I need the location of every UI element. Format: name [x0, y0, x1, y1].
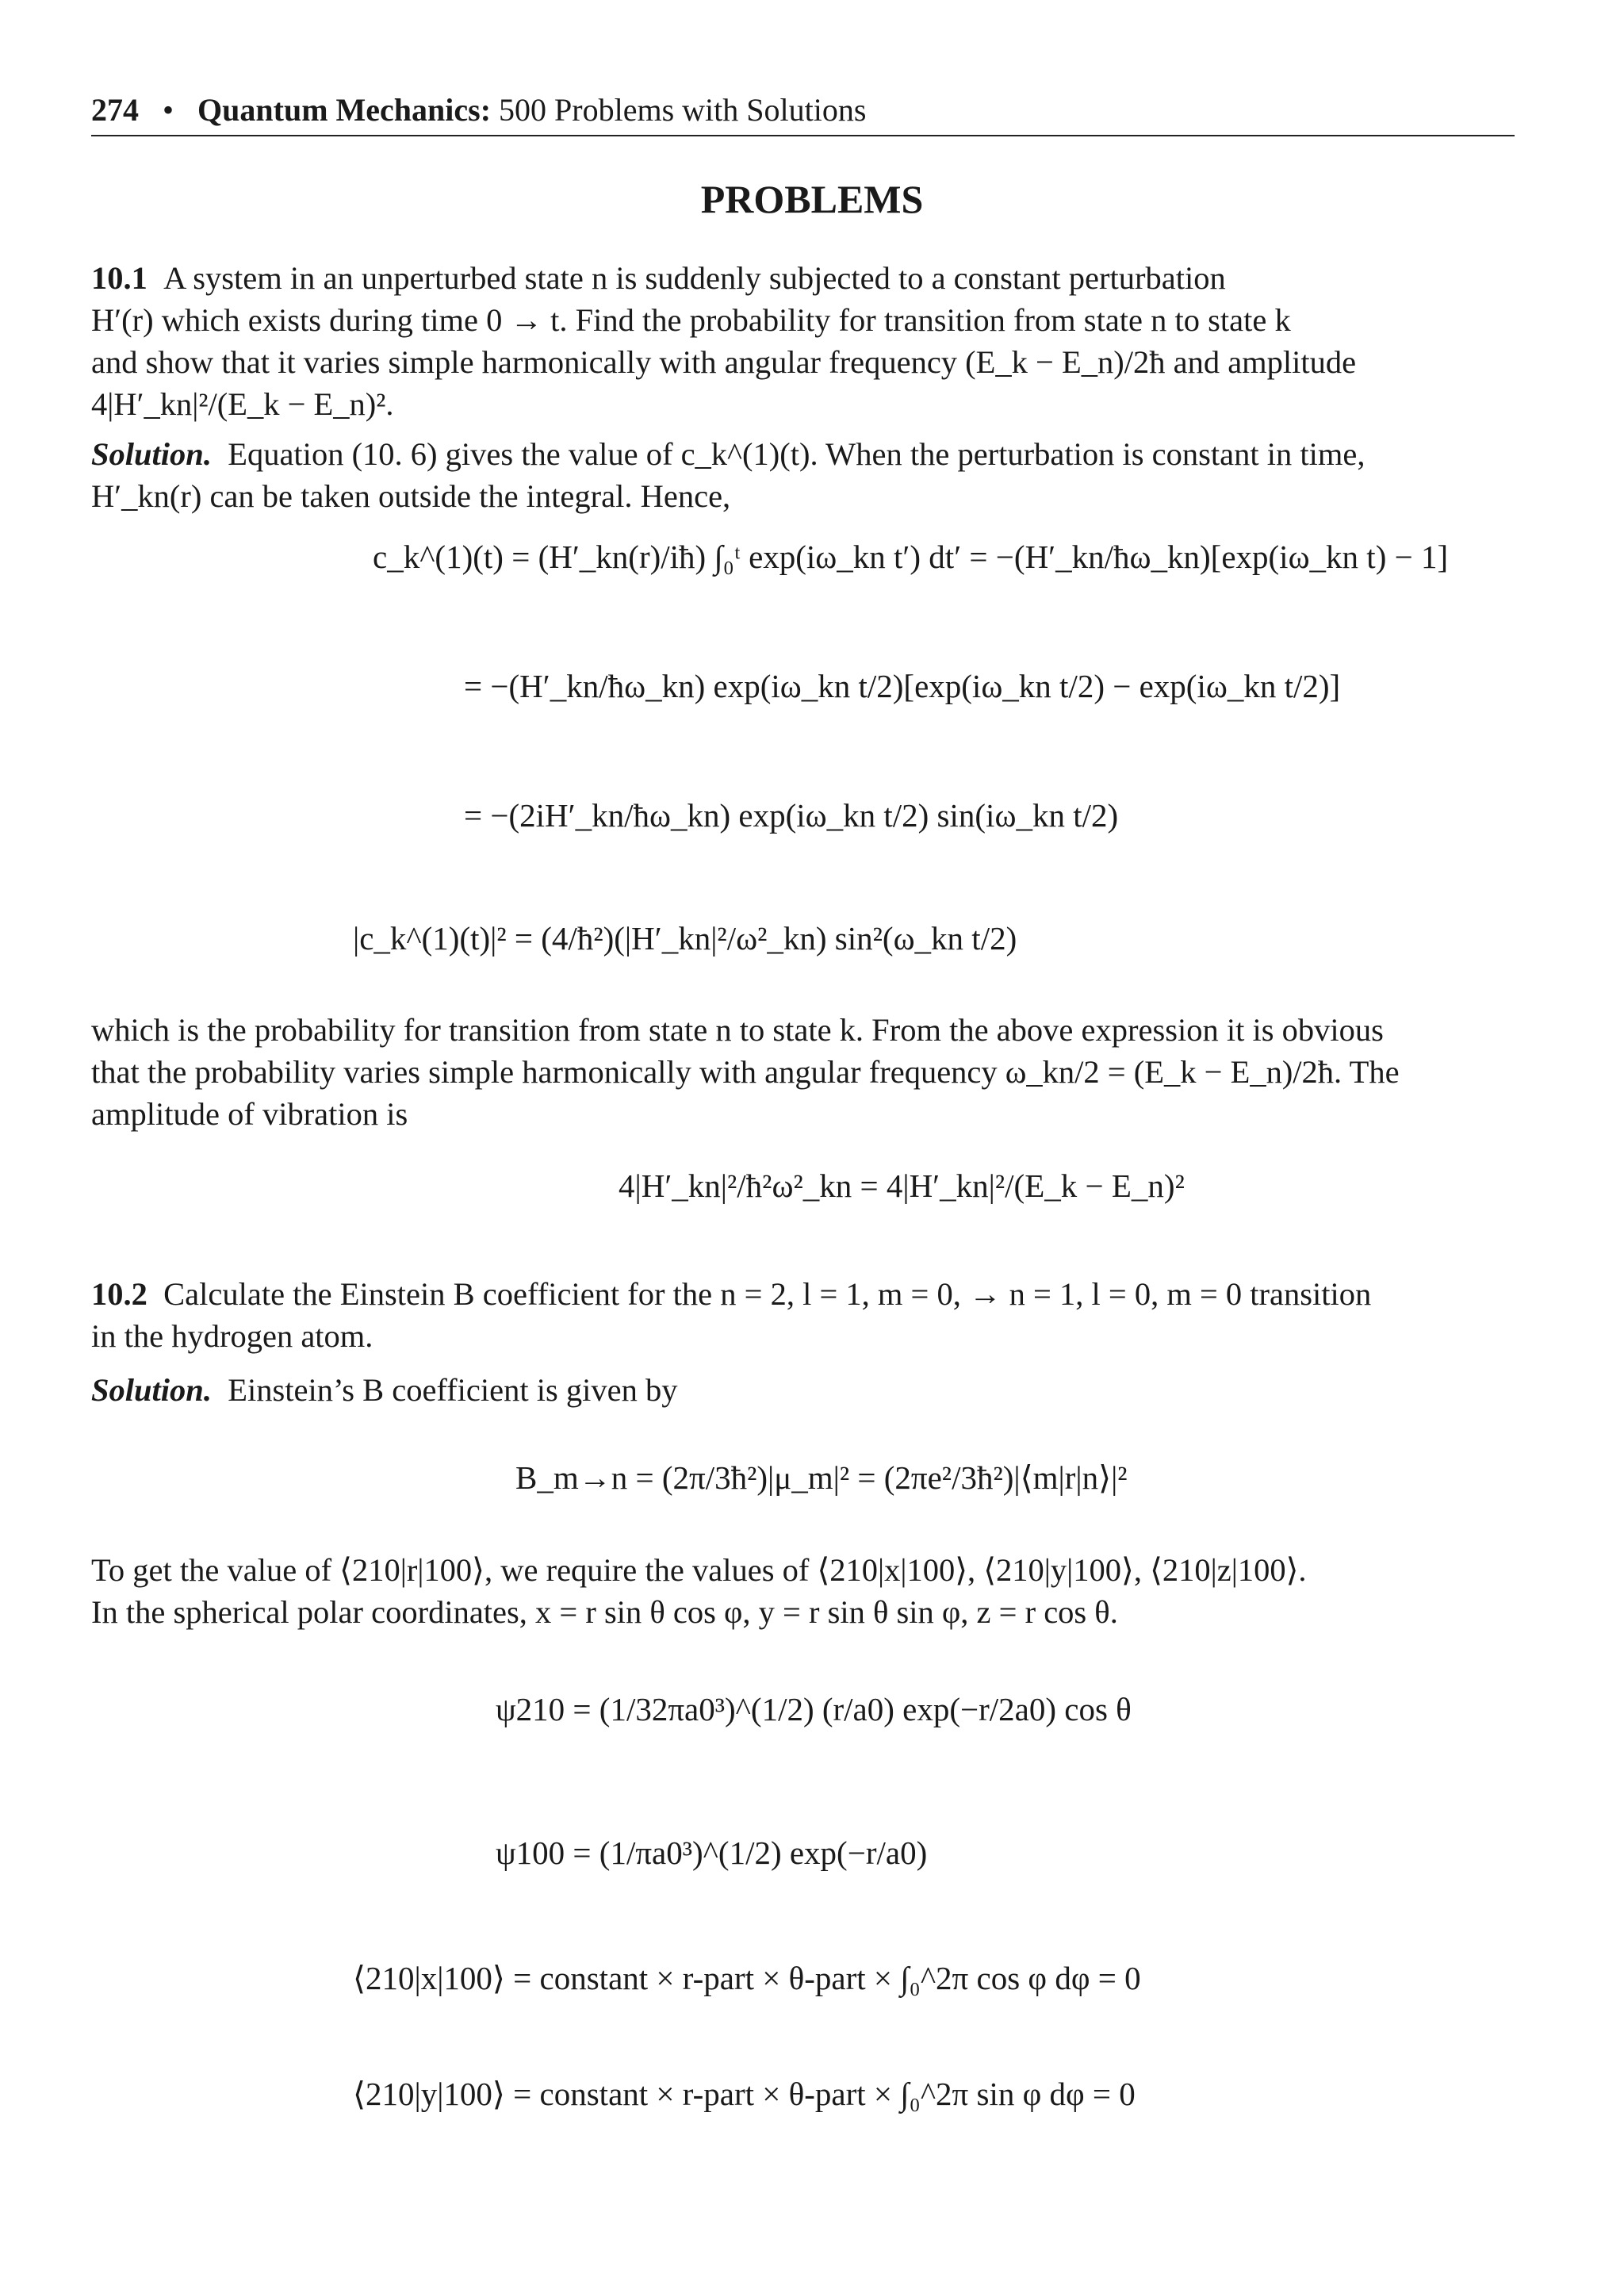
- equation-5: [619, 1167, 1185, 1204]
- equation-2: [464, 670, 1340, 703]
- equation-3-text: = −(2iH′_kn/ħω_kn) exp(iω_kn t/2) sin(iω_kn t/2): [464, 797, 1119, 834]
- equation-9: [353, 1962, 1141, 1995]
- equation-7-text: ψ210 = (1/32πa0³)^(1/2) (r/a0) exp(−r/2a0) cos θ: [496, 1691, 1132, 1727]
- solution-label: Solution.: [91, 1372, 212, 1408]
- equation-8: [496, 1837, 927, 1869]
- equation-4: [353, 922, 1017, 955]
- problem-10-1-line-3: and show that it varies simple harmonically with angular frequency (E_k − E_n)/2ħ and amplitude: [91, 344, 1357, 380]
- solution-10-2-continued: [91, 1549, 1515, 1633]
- problem-10-1-line-1: 10.1 A system in an unperturbed state n is suddenly subjected to a constant perturbation: [91, 260, 1226, 296]
- problem-number: 10.1: [91, 260, 147, 296]
- equation-3: [464, 799, 1118, 832]
- solution-10-1-cont-line-2: that the probability varies simple harmonically with angular frequency ω_kn/2 = (E_k − E_n)/2ħ. The: [91, 1054, 1400, 1090]
- problem-10-1-line-4: 4|H′_kn|²/(E_k − E_n)².: [91, 386, 394, 422]
- problem-10-1-line-2: H′(r) which exists during time 0 → t. Find the probability for transition from state n to state k: [91, 302, 1291, 338]
- equation-9-text: ⟨210|x|100⟩ = constant × r-part × θ-part × ∫₀^2π cos φ dφ = 0: [353, 1960, 1141, 1996]
- equation-2-text: = −(H′_kn/ħω_kn) exp(iω_kn t/2)[exp(iω_kn t/2) − exp(iω_kn t/2)]: [464, 668, 1341, 704]
- equation-6: [515, 1459, 1128, 1496]
- solution-10-1-line-2: H′_kn(r) can be taken outside the integral. Hence,: [91, 478, 731, 514]
- solution-10-1-cont-line-3: amplitude of vibration is: [91, 1096, 408, 1132]
- page-number: 274: [91, 92, 139, 128]
- equation-6-text: B_m→n = (2π/3ħ²)|μ_m|² = (2πe²/3ħ²)|⟨m|r|n⟩|²: [515, 1459, 1128, 1496]
- book-title: Quantum Mechanics:: [197, 92, 492, 128]
- header-rule: [91, 135, 1515, 136]
- solution-10-2-cont-line-1: To get the value of ⟨210|r|100⟩, we require the values of ⟨210|x|100⟩, ⟨210|y|100⟩, ⟨210|z|100⟩.: [91, 1552, 1307, 1588]
- solution-10-2: [91, 1369, 1515, 1411]
- solution-10-2-cont-line-2: In the spherical polar coordinates, x = r sin θ cos φ, y = r sin θ sin φ, z = r cos θ.: [91, 1594, 1118, 1630]
- equation-10-text: ⟨210|y|100⟩ = constant × r-part × θ-part × ∫₀^2π sin φ dφ = 0: [353, 2076, 1136, 2112]
- equation-7: [496, 1693, 1132, 1726]
- header-bullet: •: [163, 92, 174, 128]
- solution-10-1-line-1: Solution. Equation (10. 6) gives the value of c_k^(1)(t). When the perturbation is constant in time,: [91, 436, 1365, 472]
- solution-10-1-cont-line-1: which is the probability for transition from state n to state k. From the above expression it is obvious: [91, 1012, 1384, 1048]
- book-subtitle: 500 Problems with Solutions: [499, 92, 867, 128]
- equation-8-text: ψ100 = (1/πa0³)^(1/2) exp(−r/a0): [496, 1835, 928, 1871]
- problem-10-2: [91, 1273, 1515, 1357]
- problem-10-1: [91, 257, 1515, 425]
- running-header: [91, 91, 866, 128]
- problem-10-2-line-1: 10.2 Calculate the Einstein B coefficient for the n = 2, l = 1, m = 0, → n = 1, l = 0, m = 0 transition: [91, 1276, 1372, 1312]
- solution-10-1: [91, 433, 1515, 517]
- solution-label: Solution.: [91, 436, 212, 472]
- equation-1-text: c_k^(1)(t) = (H′_kn(r)/iħ) ∫₀ᵗ exp(iω_kn t′) dt′ = −(H′_kn/ħω_kn)[exp(iω_kn t) − 1]: [373, 539, 1449, 575]
- solution-10-1-continued: [91, 1009, 1515, 1135]
- equation-4-text: |c_k^(1)(t)|² = (4/ħ²)(|H′_kn|²/ω²_kn) sin²(ω_kn t/2): [353, 920, 1017, 957]
- problem-number: 10.2: [91, 1276, 147, 1312]
- equation-1: [373, 541, 1448, 573]
- equation-10: [353, 2078, 1136, 2111]
- problem-10-2-line-2: in the hydrogen atom.: [91, 1318, 373, 1354]
- solution-10-2-line-1: Solution. Einstein’s B coefficient is given by: [91, 1372, 678, 1408]
- section-title: PROBLEMS: [700, 177, 924, 221]
- equation-5-text: 4|H′_kn|²/ħ²ω²_kn = 4|H′_kn|²/(E_k − E_n)²: [619, 1167, 1185, 1204]
